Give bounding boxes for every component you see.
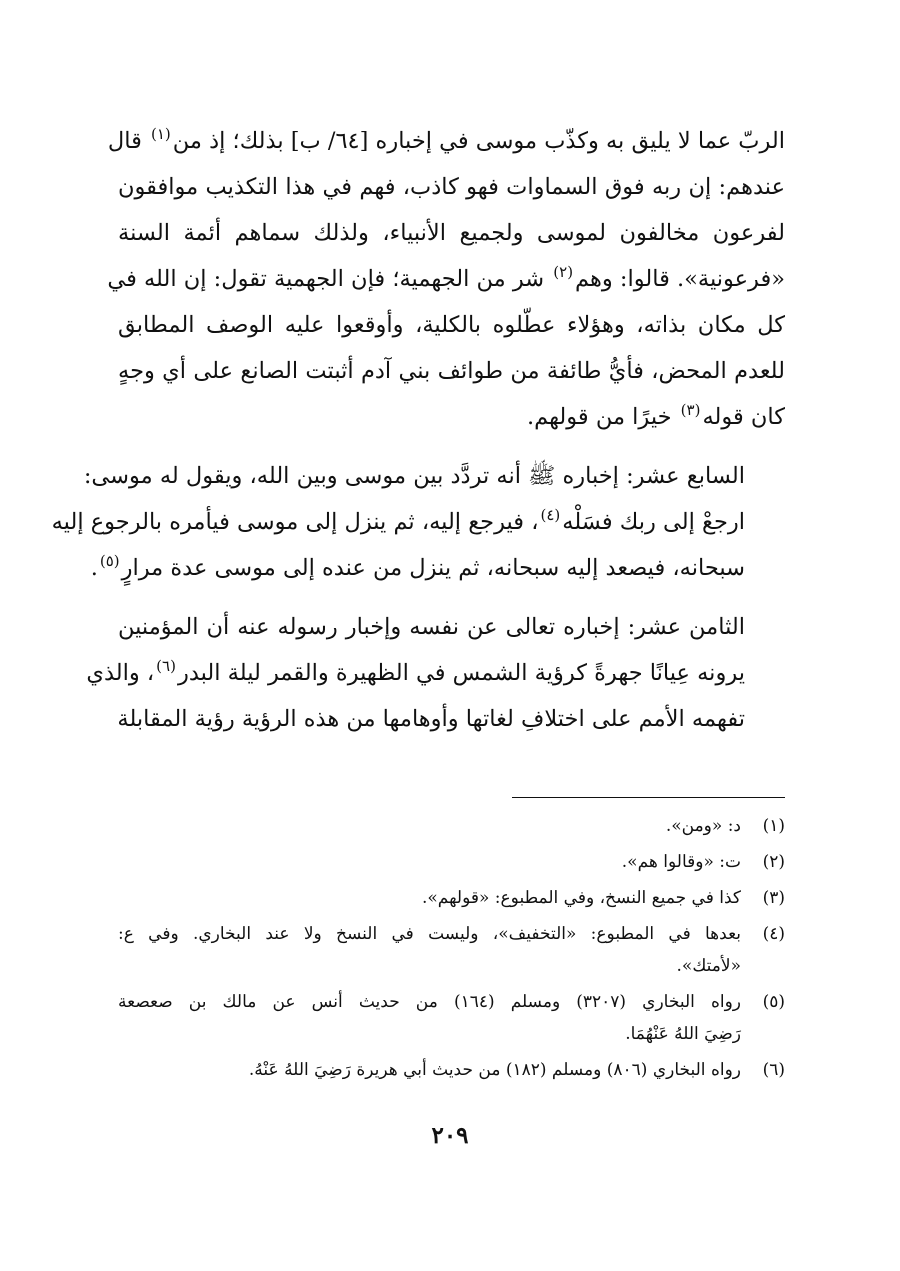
text-line: ارجعْ إلى ربك فسَلْه$^{(٤)}$، فيرجع إليه، ثم ينزل إلى موسى فيأمره بالرجوع إليه bbox=[51, 506, 745, 535]
footnote-ref-4[interactable]: (٤) bbox=[540, 506, 561, 524]
footnote-number: (٤) bbox=[762, 924, 785, 944]
text-line: للعدم المحض، فأيُّ طائفة من طوائف بني آدم أثبتت الصانع على أي وجهٍ bbox=[118, 358, 785, 384]
text-line: السابع عشر: إخباره ﷺ أنه تردَّد بين موسى وبين الله، ويقول له موسى: bbox=[83, 463, 745, 489]
footnote-text: بعدها في المطبوع: «التخفيف»، وليست في النسخ ولا عند البخاري. وفي ع: «لأمتك». bbox=[118, 924, 741, 976]
footnote-number: (٦) bbox=[762, 1060, 785, 1080]
text-line: كل مكان بذاته، وهؤلاء عطّلوه بالكلية، وأوقعوا عليه الوصف المطابق bbox=[118, 312, 785, 338]
footnote-ref-1[interactable]: (١) bbox=[151, 125, 171, 143]
text-line: يرونه عِيانًا جهرةً كرؤية الشمس في الظهيرة والقمر ليلة البدر$^{(٦)}$، والذي bbox=[86, 657, 745, 686]
page-number: ٢٠٩ bbox=[431, 1122, 469, 1149]
text-line: كان قوله$^{(٣)}$ خيرًا من قولهم. bbox=[526, 401, 785, 430]
paragraph-2 bbox=[51, 453, 785, 591]
text-line: سبحانه، فيصعد إليه سبحانه، ثم ينزل من عنده إلى موسى عدة مرارٍ$^{(٥)}$. bbox=[90, 552, 745, 581]
text-line: لفرعون مخالفون لموسى ولجميع الأنبياء، ولذلك سماهم أئمة السنة bbox=[118, 220, 785, 246]
footnote-1 bbox=[118, 810, 785, 842]
text-line: عندهم: إن ربه فوق السماوات فهو كاذب، فهم في هذا التكذيب موافقون bbox=[118, 174, 785, 200]
footnote-text: د: «ومن». bbox=[665, 816, 741, 836]
footnote-ref-2[interactable]: (٢) bbox=[553, 263, 574, 281]
paragraph-3 bbox=[86, 604, 785, 742]
text-line: «فرعونية». قالوا: وهم$^{(٢)}$ شر من الجهمية؛ فإن الجهمية تقول: إن الله في bbox=[107, 263, 785, 292]
footnote-4 bbox=[118, 918, 785, 982]
footnotes bbox=[118, 810, 785, 1090]
footnote-ref-6[interactable]: (٦) bbox=[156, 657, 176, 675]
footnote-number: (١) bbox=[762, 816, 785, 836]
footnote-number: (٢) bbox=[762, 852, 785, 872]
text-line: تفهمه الأمم على اختلافِ لغاتها وأوهامها من هذه الرؤية رؤية المقابلة bbox=[117, 706, 745, 732]
text-line: الربّ عما لا يليق به وكذّب موسى في إخباره [٦٤/ ب] بذلك؛ إذ من$^{(١)}$ قال bbox=[107, 125, 785, 154]
footnote-ref-3[interactable]: (٣) bbox=[680, 401, 701, 419]
main-text bbox=[51, 118, 785, 742]
paragraph-1 bbox=[107, 118, 785, 440]
footnote-number: (٣) bbox=[762, 888, 785, 908]
footnote-ref-5[interactable]: (٥) bbox=[99, 552, 120, 570]
footnote-text: ت: «وقالوا هم». bbox=[621, 852, 741, 872]
footnote-separator bbox=[512, 797, 785, 798]
footnote-text: كذا في جميع النسخ، وفي المطبوع: «قولهم». bbox=[421, 888, 741, 908]
footnote-number: (٥) bbox=[762, 992, 785, 1012]
footnote-6 bbox=[118, 1054, 785, 1086]
footnote-2 bbox=[118, 846, 785, 878]
footnote-3 bbox=[118, 882, 785, 914]
footnote-text: رواه البخاري (٣٢٠٧) ومسلم (١٦٤) من حديث أنس عن مالك بن صعصعة رَضِيَ اللهُ عَنْهُمَا. bbox=[118, 992, 741, 1044]
text-line: الثامن عشر: إخباره تعالى عن نفسه وإخبار رسوله عنه أن المؤمنين bbox=[118, 614, 745, 640]
footnote-5 bbox=[118, 986, 785, 1050]
footnote-text: رواه البخاري (٨٠٦) ومسلم (١٨٢) من حديث أبي هريرة رَضِيَ اللهُ عَنْهُ. bbox=[248, 1060, 741, 1080]
